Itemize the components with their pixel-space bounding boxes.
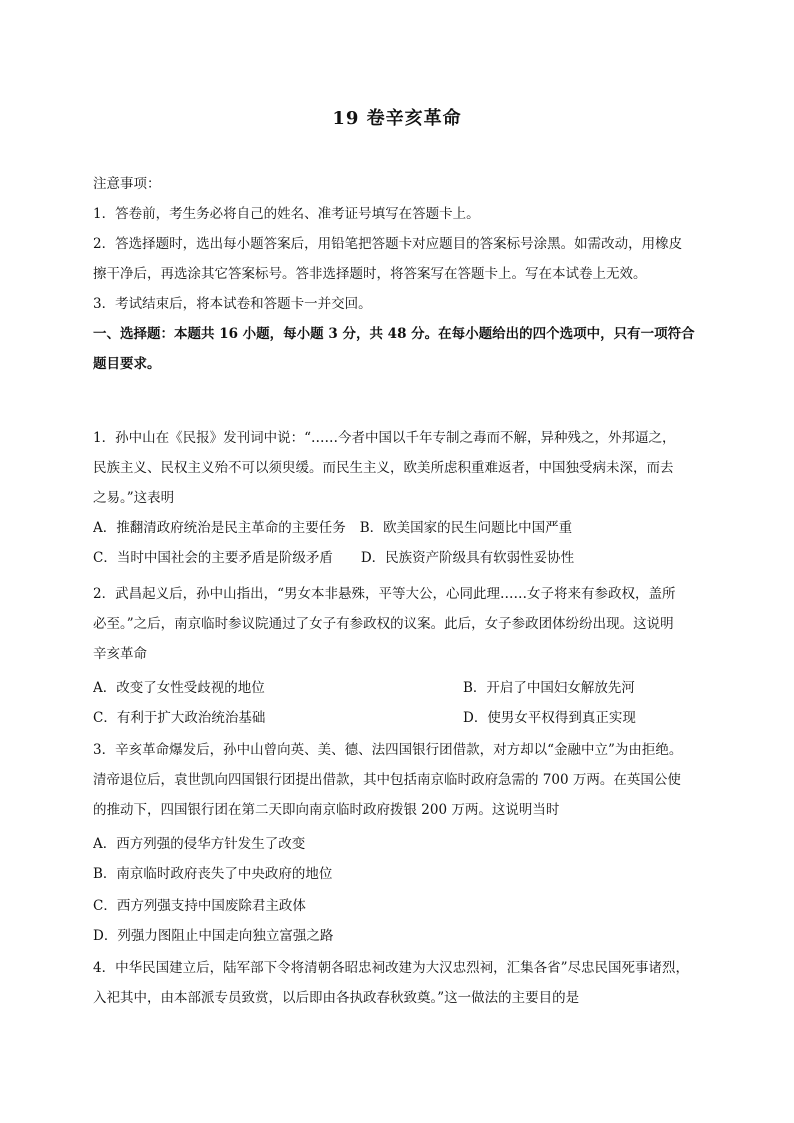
q1-stem-line2: 民族主义、民权主义殆不可以须臾缓。而民生主义，欧美所虑积重难返者，中国独受病未深，而去 xyxy=(93,460,674,476)
q3-option-d: D．列强力图阻止中国走向独立富强之路 xyxy=(93,928,334,944)
q1-options-row2 xyxy=(93,548,713,568)
q3-option-b: B．南京临时政府丧失了中央政府的地位 xyxy=(93,866,333,882)
q1-stem-line1: 1．孙中山在《民报》发刊词中说：“……今者中国以千年专制之毒而不解，异种残之，外邦逼之， xyxy=(93,430,676,446)
page-title: 19 卷辛亥革命 xyxy=(332,108,462,129)
section-heading-cont: 题目要求。 xyxy=(93,356,161,372)
q2-option-b: B．开启了中国妇女解放先河 xyxy=(463,680,635,696)
q2-stem-line3: 辛亥革命 xyxy=(93,646,147,662)
q3-stem-line2: 清帝退位后，袁世凯向四国银行团提出借款，其中包括南京临时政府急需的 700 万两。在英国公使 xyxy=(93,772,681,788)
q1-stem-line3: 之易。”这表明 xyxy=(93,490,175,506)
q4-stem-line1: 4．中华民国建立后，陆军部下令将清朝各昭忠祠改建为大汉忠烈祠，汇集各省”尽忠民国死事诸烈， xyxy=(93,960,689,976)
notice-item-1: 1．答卷前，考生务必将自己的姓名、准考证号填写在答题卡上。 xyxy=(93,206,480,222)
q3-option-c: C．西方列强支持中国废除君主政体 xyxy=(93,898,306,914)
notice-heading: 注意事项： xyxy=(93,176,161,192)
q2-options-row1 xyxy=(93,678,713,698)
q3-option-a: A．西方列强的侵华方针发生了改变 xyxy=(93,836,306,852)
notice-item-2-cont: 擦干净后，再选涂其它答案标号。答非选择题时，将答案写在答题卡上。写在本试卷上无效。 xyxy=(93,266,647,282)
q3-stem-line3: 的推动下，四国银行团在第二天即向南京临时政府拨银 200 万两。这说明当时 xyxy=(93,802,560,818)
q1-option-a: A．推翻清政府统治是民主革命的主要任务 xyxy=(93,520,346,536)
q1-option-c: C．当时中国社会的主要矛盾是阶级矛盾 xyxy=(93,550,333,566)
q1-option-d: D．民族资产阶级具有软弱性妥协性 xyxy=(360,550,575,566)
notice-item-2: 2．答选择题时，选出每小题答案后，用铅笔把答题卡对应题目的答案标号涂黑。如需改动，用橡皮 xyxy=(93,236,683,252)
q2-option-c: C．有利于扩大政治统治基础 xyxy=(93,710,266,726)
q3-stem-line1: 3．辛亥革命爆发后，孙中山曾向英、美、德、法四国银行团借款，对方却以“金融中立”为由拒绝。 xyxy=(93,742,683,758)
q2-option-d: D．使男女平权得到真正实现 xyxy=(463,710,636,726)
section-heading: 一、选择题：本题共 16 小题，每小题 3 分，共 48 分。在每小题给出的四个选项中，只有一项符合 xyxy=(93,326,695,342)
q1-option-b: B．欧美国家的民生问题比中国严重 xyxy=(359,520,573,536)
q2-stem-line1: 2．武昌起义后，孙中山指出，“男女本非悬殊，平等大公，心同此理……女子将来有参政权，盖所 xyxy=(93,586,676,602)
notice-item-3: 3．考试结束后，将本试卷和答题卡一并交回。 xyxy=(93,296,372,312)
q2-stem-line2: 必至。”之后，南京临时参议院通过了女子有参政权的议案。此后，女子参政团体纷纷出现。这说明 xyxy=(93,616,674,632)
q4-stem-line2: 入祀其中，由本部派专员致赏，以后即由各执政春秋致奠。”这一做法的主要目的是 xyxy=(93,990,580,1006)
q2-option-a: A．改变了女性受歧视的地位 xyxy=(93,680,265,696)
q1-options-row1 xyxy=(93,518,713,538)
q2-options-row2 xyxy=(93,708,713,728)
